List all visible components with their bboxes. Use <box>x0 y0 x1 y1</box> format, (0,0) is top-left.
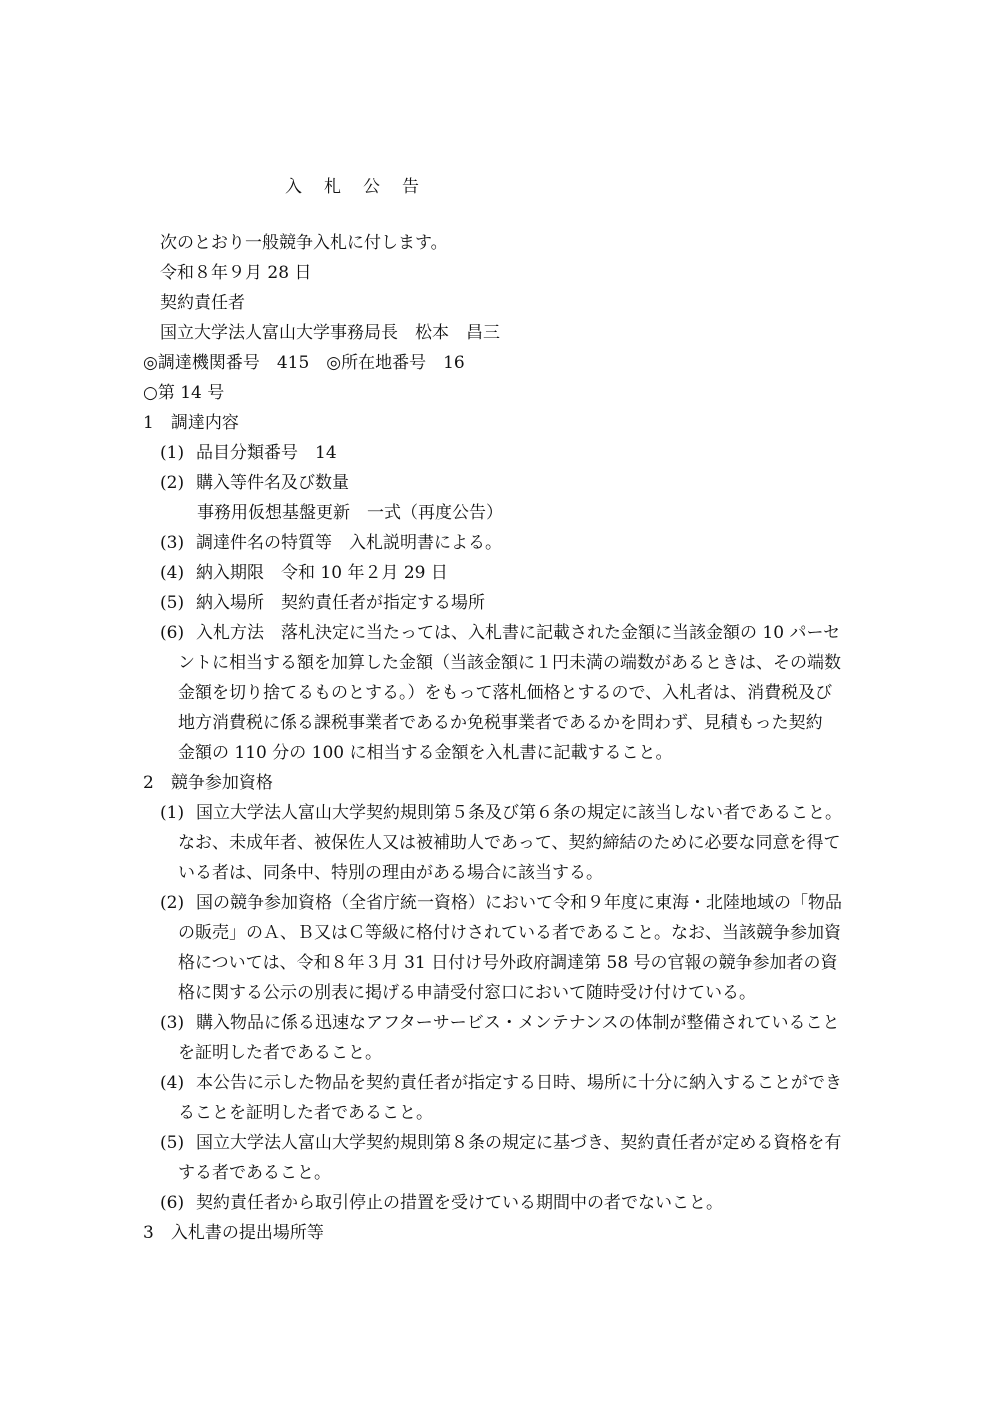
item-mark: (5) <box>160 1133 185 1153</box>
section-1-item-2 <box>160 473 349 493</box>
item-text: 国立大学法人富山大学契約規則第８条の規定に基づき、契約責任者が定める資格を有 <box>196 1133 842 1153</box>
section-2-heading: 2 競争参加資格 <box>143 773 273 793</box>
section-2-item-5 <box>160 1133 841 1153</box>
agency-codes: ◎調達機関番号 415 ◎所在地番号 16 <box>143 353 465 373</box>
item-text: 納入場所 契約責任者が指定する場所 <box>196 593 485 613</box>
section-1-item-6-cont: 金額の 110 分の 100 に相当する金額を入札書に記載すること。 <box>178 743 673 763</box>
item-mark: (5) <box>160 593 185 613</box>
section-1-item-1 <box>160 443 337 463</box>
item-text: 品目分類番号 14 <box>196 443 337 463</box>
item-text: 調達件名の特質等 入札説明書による。 <box>196 533 502 553</box>
section-1-item-4 <box>160 563 448 583</box>
item-text: 購入等件名及び数量 <box>196 473 349 493</box>
item-text: 入札方法 落札決定に当たっては、入札書に記載された金額に当該金額の 10 パーセ <box>196 623 841 643</box>
section-2-item-2-cont: 格については、令和８年３月 31 日付け号外政府調達第 58 号の官報の競争参加者の資 <box>178 953 838 973</box>
section-2-item-4 <box>160 1073 842 1093</box>
item-mark: (1) <box>160 443 185 463</box>
item-mark: (2) <box>160 893 185 913</box>
section-1-item-6-cont: ントに相当する額を加算した金額（当該金額に１円未満の端数があるときは、その端数 <box>178 653 841 673</box>
item-mark: (6) <box>160 623 185 643</box>
section-1-item-6 <box>160 623 840 643</box>
section-2-item-3 <box>160 1013 839 1033</box>
section-2-item-4-cont: ることを証明した者であること。 <box>178 1103 433 1123</box>
section-2-item-2 <box>160 893 842 913</box>
section-2-item-3-cont: を証明した者であること。 <box>178 1043 382 1063</box>
item-mark: (4) <box>160 1073 185 1093</box>
section-2-item-2-cont: の販売」のＡ、Ｂ又はＣ等級に格付けされている者であること。なお、当該競争参加資 <box>178 923 841 943</box>
item-text: 購入物品に係る迅速なアフターサービス・メンテナンスの体制が整備されていること <box>196 1013 840 1033</box>
section-1-item-3 <box>160 533 502 553</box>
officer-name: 国立大学法人富山大学事務局長 松本 昌三 <box>160 323 500 343</box>
item-mark: (3) <box>160 1013 185 1033</box>
section-1-item-5 <box>160 593 485 613</box>
document-title: 入札公告 <box>285 177 441 197</box>
section-1-item-2-sub: 事務用仮想基盤更新 一式（再度公告） <box>197 503 503 523</box>
section-2-item-1-cont: なお、未成年者、被保佐人又は被補助人であって、契約締結のために必要な同意を得て <box>178 833 841 853</box>
officer-label: 契約責任者 <box>160 293 245 313</box>
item-mark: (2) <box>160 473 185 493</box>
section-2-item-2-cont: 格に関する公示の別表に掲げる申請受付窓口において随時受け付けている。 <box>178 983 756 1003</box>
section-2-item-1 <box>160 803 842 823</box>
item-mark: (6) <box>160 1193 185 1213</box>
item-text: 国立大学法人富山大学契約規則第５条及び第６条の規定に該当しない者であること。 <box>196 803 842 823</box>
section-1-item-6-cont: 地方消費税に係る課税事業者であるか免税事業者であるかを問わず、見積もった契約 <box>178 713 823 733</box>
section-3-heading: 3 入札書の提出場所等 <box>143 1223 324 1243</box>
section-2-item-5-cont: する者であること。 <box>178 1163 331 1183</box>
section-1-item-6-cont: 金額を切り捨てるものとする。）をもって落札価格とするので、入札者は、消費税及び <box>178 683 833 703</box>
item-text: 契約責任者から取引停止の措置を受けている期間中の者でないこと。 <box>196 1193 723 1213</box>
item-mark: (1) <box>160 803 185 823</box>
intro-line: 次のとおり一般競争入札に付します。 <box>160 233 448 253</box>
item-mark: (4) <box>160 563 185 583</box>
section-2-item-6 <box>160 1193 723 1213</box>
item-mark: (3) <box>160 533 185 553</box>
item-text: 本公告に示した物品を契約責任者が指定する日時、場所に十分に納入することができ <box>196 1073 842 1093</box>
item-text: 国の競争参加資格（全省庁統一資格）において令和９年度に東海・北陸地域の「物品 <box>196 893 842 913</box>
section-1-heading: 1 調達内容 <box>143 413 239 433</box>
notice-number: ○第 14 号 <box>143 383 225 403</box>
item-text: 納入期限 令和 10 年２月 29 日 <box>196 563 448 583</box>
section-2-item-1-cont: いる者は、同条中、特別の理由がある場合に該当する。 <box>178 863 603 883</box>
date-line: 令和８年９月 28 日 <box>160 263 312 283</box>
